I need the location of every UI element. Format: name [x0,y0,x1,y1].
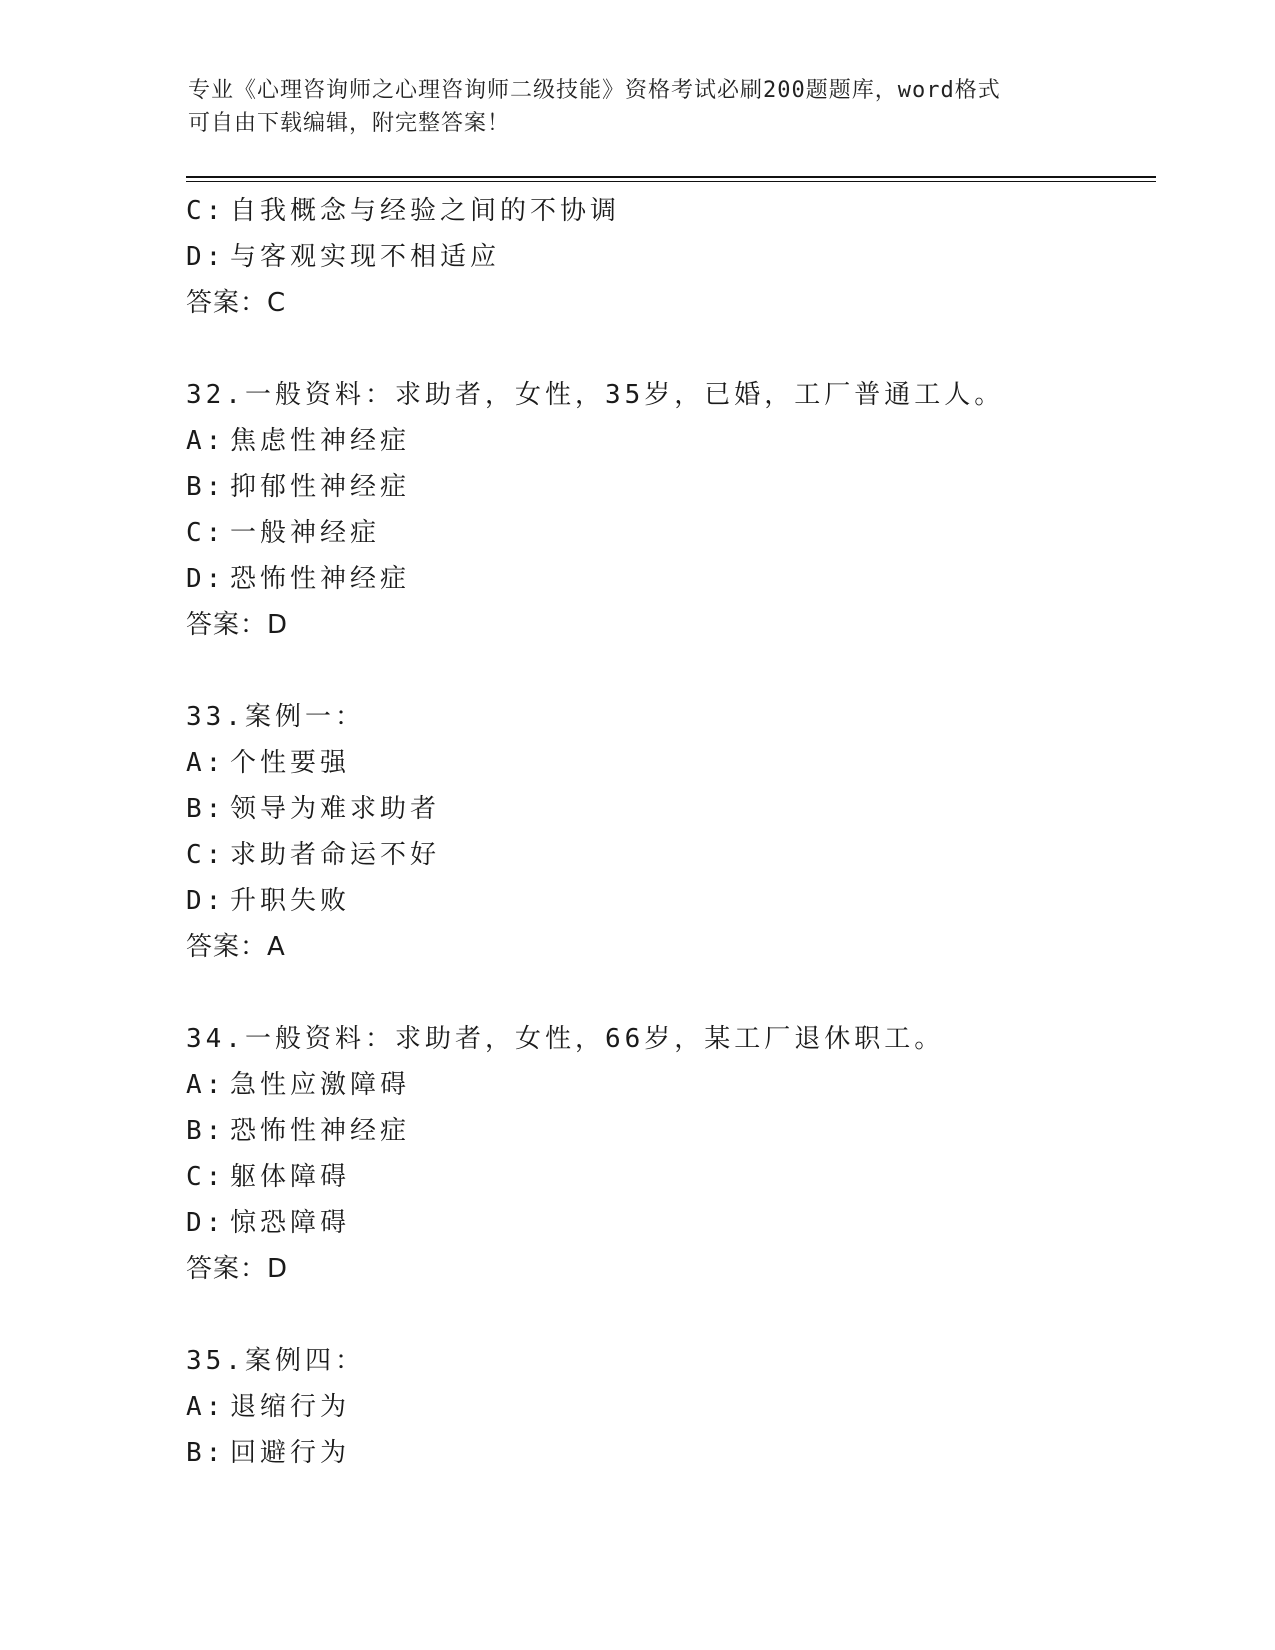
option-c: C: 躯体障碍 [186,1162,351,1192]
option-a: A: 焦虑性神经症 [186,426,411,456]
document-header [188,74,1088,140]
option-c: C: 求助者命运不好 [186,840,441,870]
question-stem: 34.一般资料：求助者，女性，66岁，某工厂退休职工。 [186,1024,945,1054]
header-line-1: 专业《心理咨询师之心理咨询师二级技能》资格考试必刷200题题库，word格式 [188,78,1001,103]
answer-line: 答案：C [186,288,287,318]
question-stem: 33.案例一： [186,702,365,732]
option-b: B: 恐怖性神经症 [186,1116,411,1146]
option-a: A: 急性应激障碍 [186,1070,411,1100]
question-stem: 35.案例四： [186,1346,365,1376]
option-d: D: 惊恐障碍 [186,1208,351,1238]
option-c: C: 自我概念与经验之间的不协调 [186,196,621,226]
option-a: A: 个性要强 [186,748,351,778]
option-b: B: 回避行为 [186,1438,351,1468]
question-stem: 32.一般资料：求助者，女性，35岁，已婚，工厂普通工人。 [186,380,1005,410]
header-line-2: 可自由下载编辑，附完整答案！ [188,111,511,136]
option-b: B: 领导为难求助者 [186,794,441,824]
option-d: D: 恐怖性神经症 [186,564,411,594]
option-b: B: 抑郁性神经症 [186,472,411,502]
header-divider [186,176,1156,182]
question-list [186,188,1156,1476]
option-c: C: 一般神经症 [186,518,381,548]
option-d: D: 升职失败 [186,886,351,916]
answer-line: 答案：D [186,610,289,640]
option-a: A: 退缩行为 [186,1392,351,1422]
answer-line: 答案：D [186,1254,289,1284]
answer-line: 答案：A [186,932,286,962]
option-d: D: 与客观实现不相适应 [186,242,501,272]
